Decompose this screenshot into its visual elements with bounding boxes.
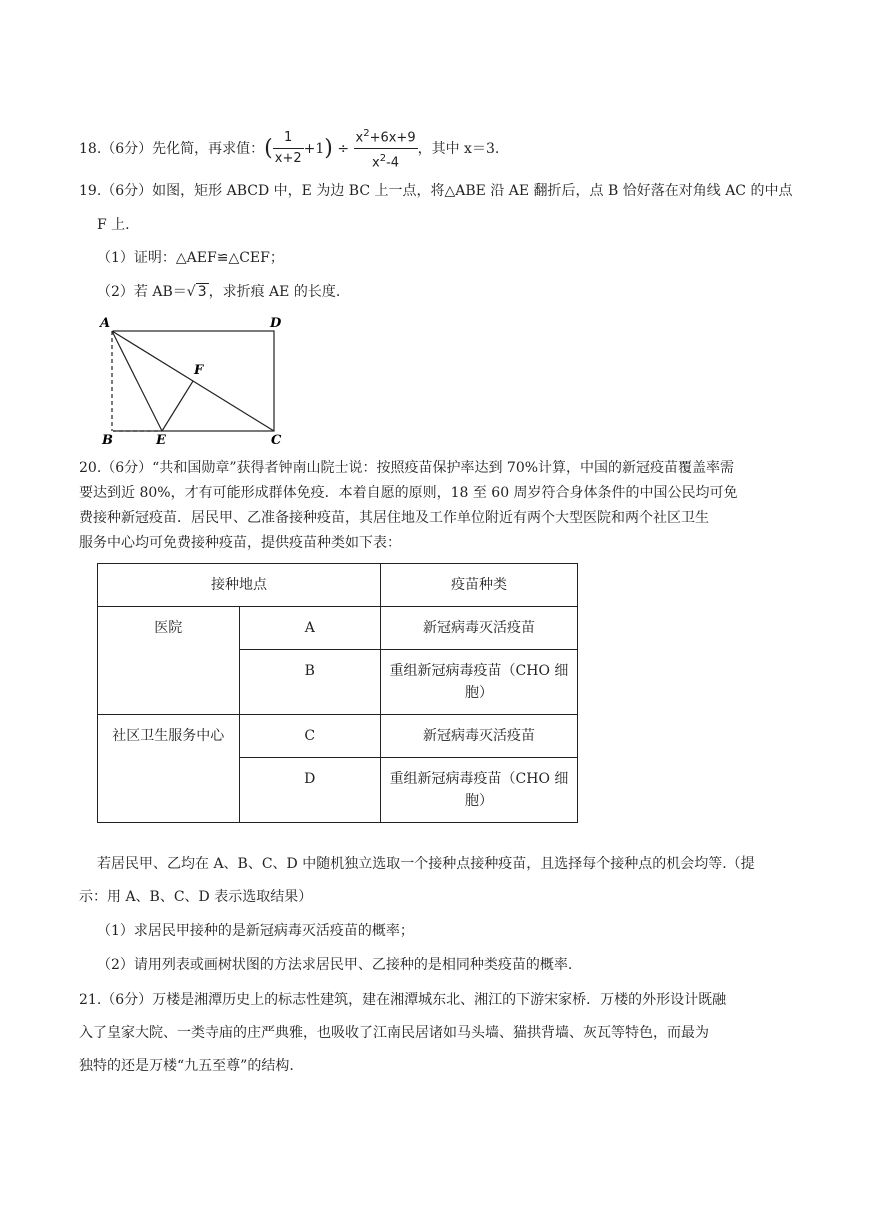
q20-line-4: 服务中心均可免费接种疫苗，提供疫苗种类如下表： <box>79 535 401 551</box>
q19-line-1: 19.（6分）如图，矩形 ABCD 中，E 为边 BC 上一点，将△ABE 沿 AE 翻折后，点 B 恰好落在对角线 AC 的中点 <box>79 183 793 199</box>
q19-line-2: F 上. <box>97 217 130 233</box>
segment-ef <box>162 381 193 431</box>
q18-divide: ÷ <box>337 140 350 157</box>
cell-code-d: D <box>239 758 381 823</box>
q18-prefix: 18.（6分）先化简，再求值： <box>79 140 265 157</box>
q20-sub-2: （2）请用列表或画树状图的方法求居民甲、乙接种的是相同种类疫苗的概率. <box>97 957 573 973</box>
q20-sub-1: （1）求居民甲接种的是新冠病毒灭活疫苗的概率； <box>97 923 414 939</box>
q20-line-2: 要达到近 80%，才有可能形成群体免疫．本着自愿的原则，18 至 60 周岁符合身体条件的中国公民均可免 <box>79 485 738 501</box>
q18-line: 18.（6分）先化简，再求值：( $\frac{1}{x+2}$ +1) ÷ $\frac{x^2+6x+9}{x^2-4}$ ，其中 x＝3. <box>79 124 499 174</box>
cell-code-a: A <box>239 607 381 650</box>
q18-fraction-1: $\frac{1}{x+2}$ <box>274 130 302 167</box>
label-f: F <box>194 363 204 378</box>
label-c: C <box>271 433 282 447</box>
label-e: E <box>156 433 166 447</box>
cell-type-c: 新冠病毒灭活疫苗 <box>381 715 578 758</box>
header-place: 接种地点 <box>98 564 381 607</box>
q18-suffix: ，其中 x＝3. <box>417 140 500 157</box>
cell-code-b: B <box>239 650 381 715</box>
cell-hospital: 医院 <box>98 607 240 715</box>
q18-plus-one: +1 <box>303 140 325 157</box>
cell-type-a: 新冠病毒灭活疫苗 <box>381 607 578 650</box>
q21-line-3: 独特的还是万楼“九五至尊”的结构. <box>79 1058 294 1074</box>
cell-community: 社区卫生服务中心 <box>98 715 240 823</box>
label-a: A <box>100 316 111 331</box>
q20-line-3: 费接种新冠疫苗．居民甲、乙准备接种疫苗，其居住地及工作单位附近有两个大型医院和两个社区卫生 <box>79 510 709 526</box>
q21-line-2: 入了皇家大院、一类寺庙的庄严典雅，也吸收了江南民居诸如马头墙、猫拱背墙、灰瓦等特色，而最为 <box>79 1025 709 1041</box>
sqrt-symbol: √ 3 <box>186 284 207 300</box>
cell-type-d: 重组新冠病毒疫苗（CHO 细胞） <box>381 758 578 823</box>
q18-fraction-2: $\frac{x^2+6x+9}{x^2-4}$ <box>354 124 418 174</box>
header-type: 疫苗种类 <box>381 564 578 607</box>
label-b: B <box>102 433 113 447</box>
cell-code-c: C <box>239 715 381 758</box>
cell-type-b: 重组新冠病毒疫苗（CHO 细胞） <box>381 650 578 715</box>
q20-after-1: 若居民甲、乙均在 A、B、C、D 中随机独立选取一个接种点接种疫苗，且选择每个接种点的机会均等.（提 <box>97 856 755 872</box>
label-d: D <box>270 316 282 331</box>
rectangle-figure <box>98 312 298 447</box>
q19-sub-2: （2）若 AB＝√ 3 ，求折痕 AE 的长度. <box>97 284 341 300</box>
q20-after-2: 示：用 A、B、C、D 表示选取结果） <box>79 889 313 905</box>
vaccine-table <box>97 563 578 823</box>
q20-line-1: 20.（6分）“共和国勋章”获得者钟南山院士说：按照疫苗保护率达到 70%计算，中国的新冠疫苗覆盖率需 <box>79 460 735 476</box>
q19-sub-1: （1）证明：△AEF≌△CEF； <box>97 250 284 266</box>
q21-line-1: 21.（6分）万楼是湘潭历史上的标志性建筑，建在湘潭城东北、湘江的下游宋家桥．万楼的外形设计既融 <box>79 992 727 1008</box>
